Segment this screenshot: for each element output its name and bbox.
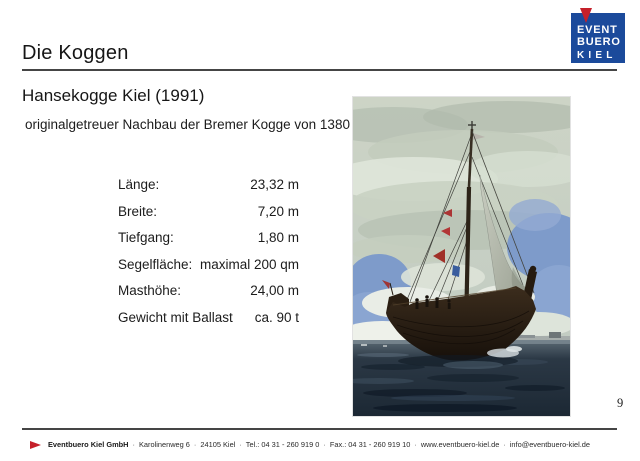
- footer: [30, 440, 620, 449]
- footer-website: www.eventbuero-kiel.de: [420, 440, 500, 449]
- blue-flag: [452, 265, 460, 277]
- footer-company: Eventbuero Kiel GmbH: [48, 440, 129, 449]
- footer-city: 24105 Kiel: [200, 440, 236, 449]
- spec-value: 23,32 m: [250, 177, 299, 192]
- spec-value: 24,00 m: [250, 283, 299, 299]
- eventbuero-logo: [571, 13, 625, 63]
- footer-separator: ·: [193, 440, 197, 449]
- footer-separator: ·: [239, 440, 242, 449]
- spec-row-breite: [118, 204, 299, 231]
- footer-fax: Fax.: 04 31 - 260 919 10: [329, 440, 411, 449]
- logo-text-buero: BUERO: [577, 36, 621, 48]
- footer-arrow-icon: [30, 441, 41, 449]
- footer-separator: ·: [132, 440, 135, 449]
- footer-divider: [22, 428, 617, 430]
- slide-subtitle: Hansekogge Kiel (1991): [22, 86, 205, 105]
- spec-label: Länge:: [118, 177, 160, 192]
- page-number: 9: [617, 396, 624, 410]
- spec-row-segelflaeche: [118, 257, 299, 284]
- intro-text: originalgetreuer Nachbau der Bremer Kogge von 1380: [25, 117, 350, 132]
- footer-email: info@eventbuero-kiel.de: [509, 440, 591, 449]
- spec-row-tiefgang: [118, 230, 299, 257]
- spec-label: Breite:: [118, 203, 158, 219]
- footer-separator: ·: [414, 440, 417, 449]
- footer-separator: ·: [503, 440, 506, 449]
- ship-photo: [353, 97, 570, 416]
- spec-label: Masthöhe:: [118, 283, 182, 299]
- footer-phone: Tel.: 04 31 - 260 919 0: [245, 440, 320, 449]
- title-divider: [22, 69, 617, 71]
- spec-row-gewicht: [118, 310, 299, 337]
- ship-photo-illustration: [353, 97, 570, 416]
- spec-value: maximal 200 qm: [199, 256, 299, 272]
- logo-text-kiel: KIEL: [577, 50, 617, 61]
- spec-row-masthoehe: [118, 283, 299, 310]
- spec-value: ca. 90 t: [254, 309, 299, 325]
- spec-table: [118, 177, 299, 337]
- page-title: Die Koggen: [22, 42, 129, 64]
- spec-value: 7,20 m: [257, 203, 299, 219]
- spec-value: 1,80 m: [257, 230, 299, 246]
- logo-triangle-icon: [580, 8, 592, 23]
- footer-separator: ·: [323, 440, 326, 449]
- spec-row-laenge: [118, 177, 299, 204]
- spec-label: Gewicht mit Ballast: [118, 309, 233, 325]
- spec-label: Segelfläche:: [118, 256, 193, 272]
- spec-label: Tiefgang:: [118, 230, 174, 246]
- logo-text-event: EVENT: [577, 24, 618, 36]
- footer-address: Karolinenweg 6: [138, 440, 190, 449]
